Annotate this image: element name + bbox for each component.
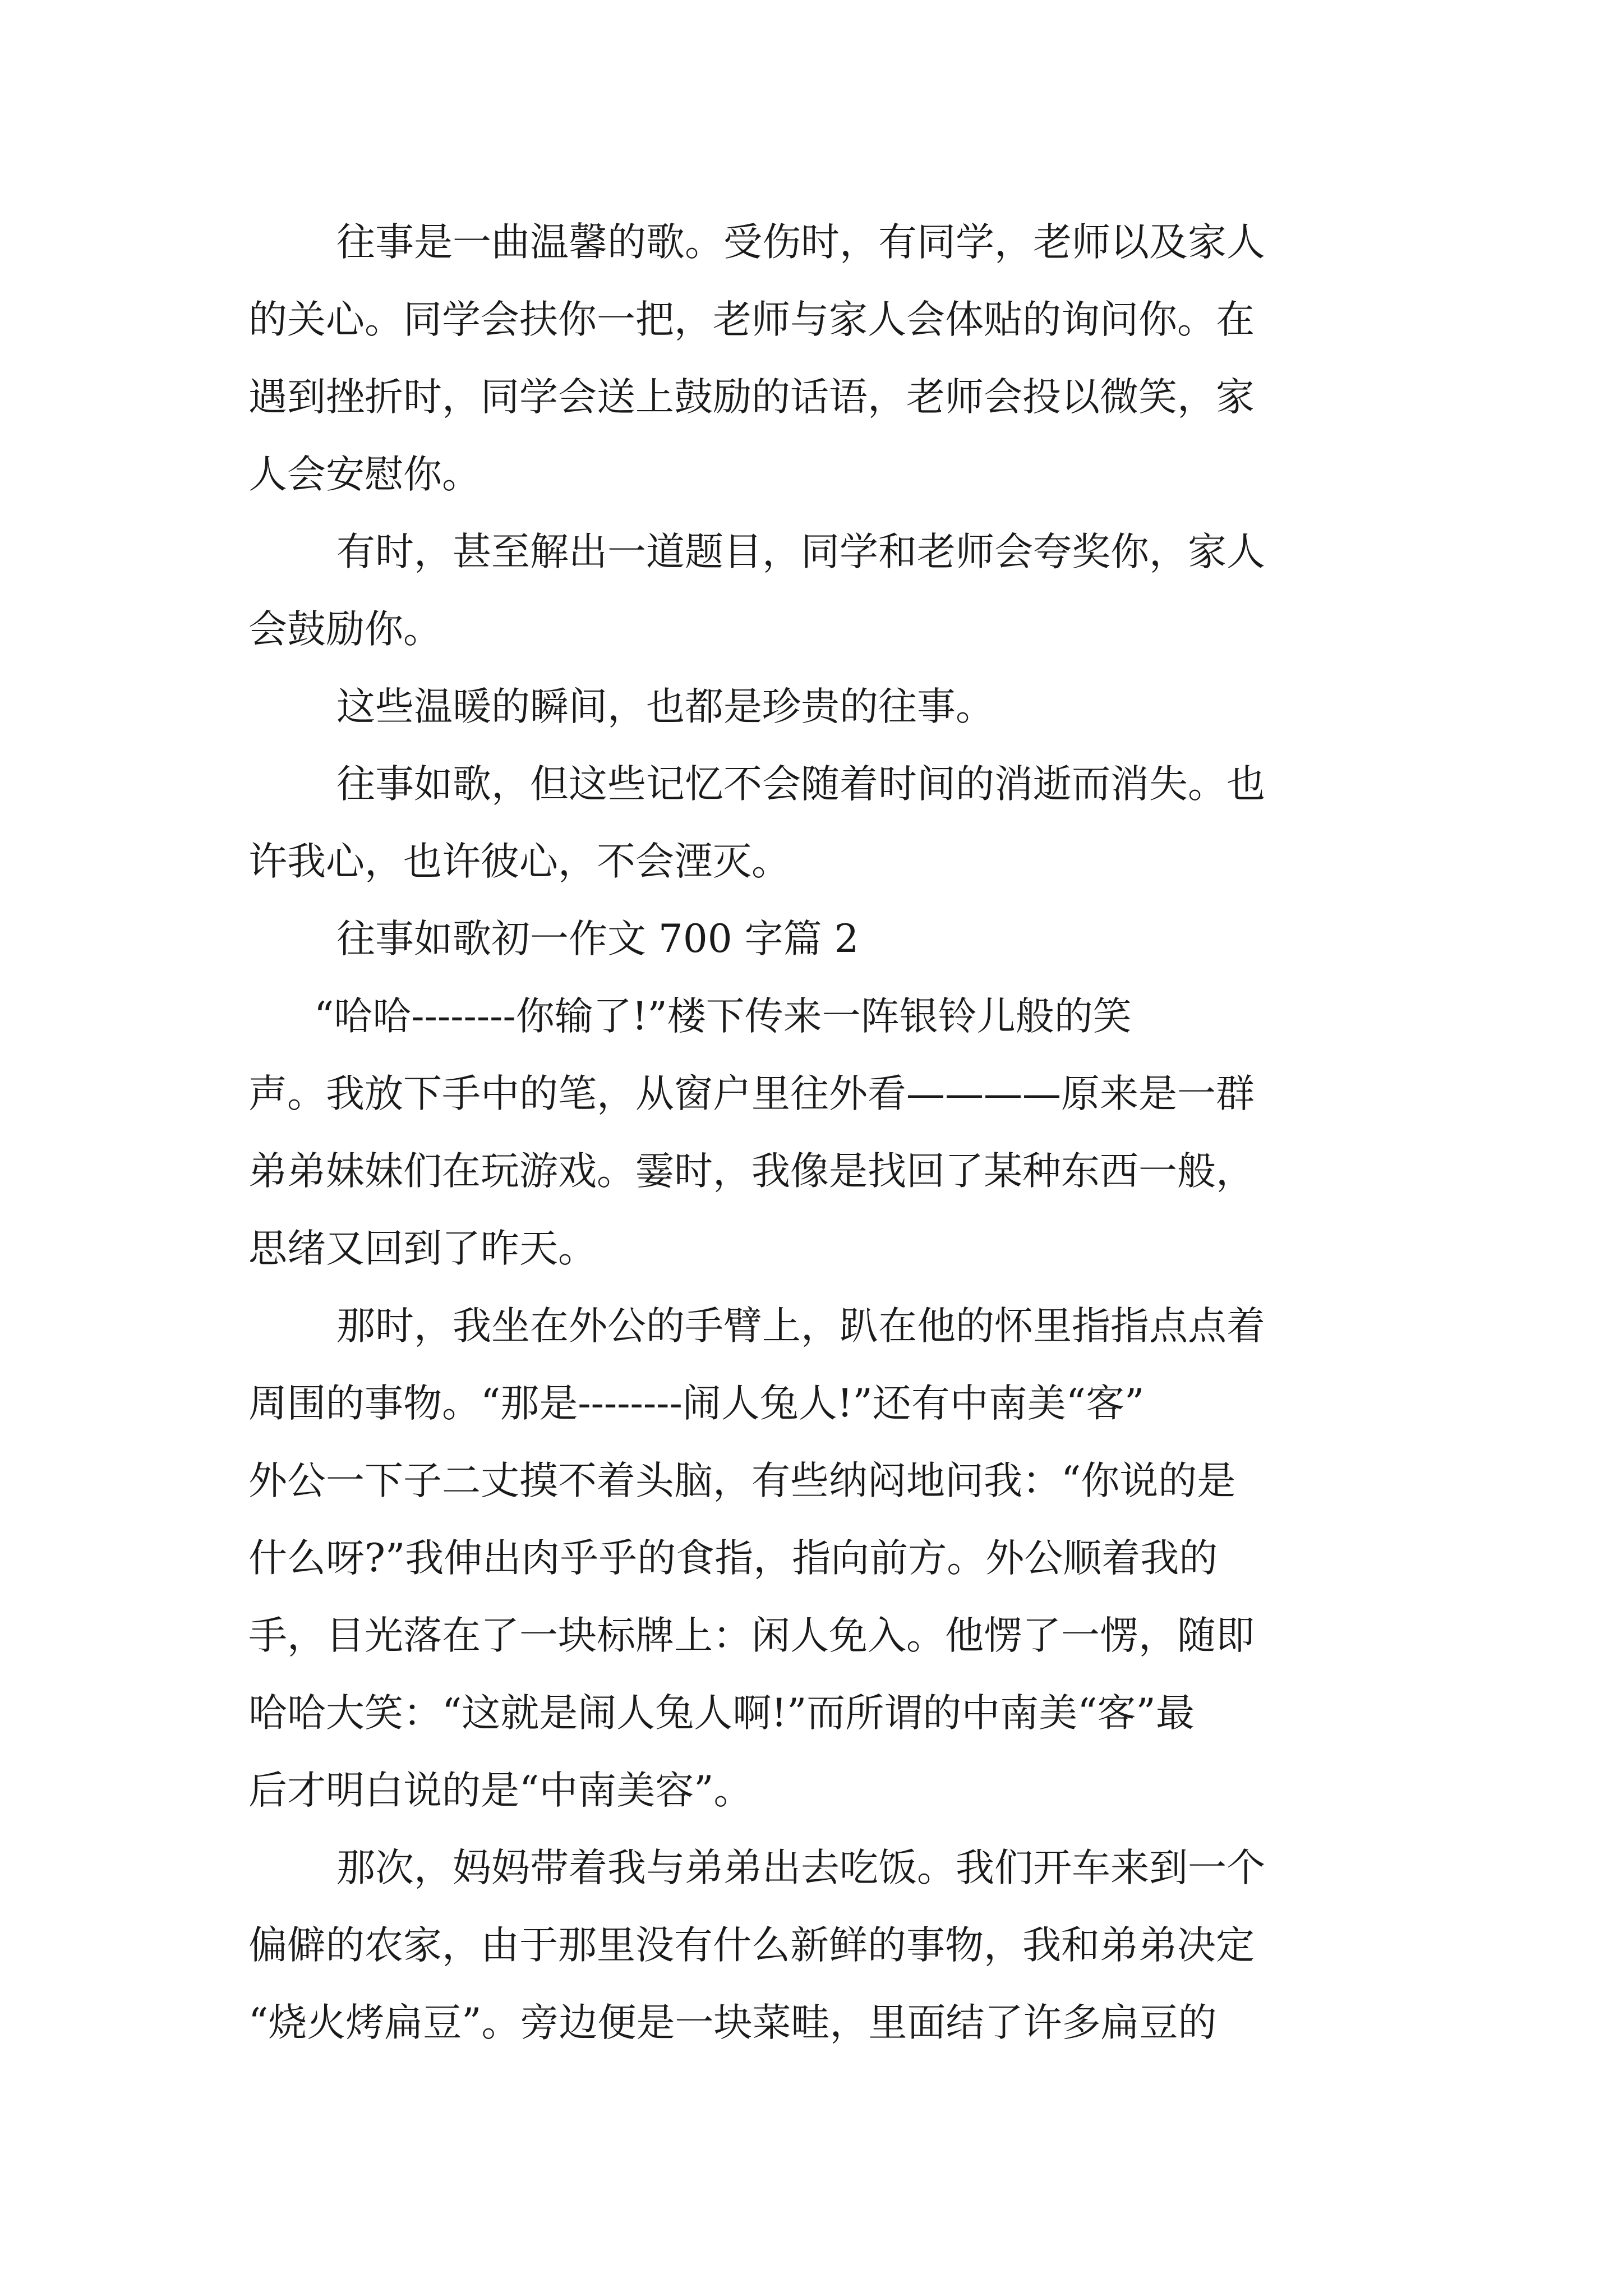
text-line: 手，目光落在了一块标牌上：闲人免入。他愣了一愣，随即 — [248, 1613, 1255, 1658]
text-line: 的关心。同学会扶你一把，老师与家人会体贴的询问你。在 — [248, 297, 1255, 342]
text-line: 后才明白说的是“中南美容”。 — [248, 1768, 753, 1813]
text-line: 会鼓励你。 — [248, 607, 442, 652]
text-line: 什么呀?”我伸出肉乎乎的食指，指向前方。外公顺着我的 — [248, 1536, 1218, 1581]
text-line: 那时，我坐在外公的手臂上，趴在他的怀里指指点点着 — [336, 1304, 1265, 1349]
text-line: 声。我放下手中的笔，从窗户里往外看————原来是一群 — [248, 1071, 1255, 1116]
text-line: 偏僻的农家，由于那里没有什么新鲜的事物，我和弟弟决定 — [248, 1923, 1255, 1968]
section-heading: 往事如歌初一作文 700 字篇 2 — [336, 917, 859, 961]
text-line: 弟弟妹妹们在玩游戏。霎时，我像是找回了某种东西一般， — [248, 1149, 1255, 1194]
text-line: 有时，甚至解出一道题目，同学和老师会夸奖你，家人 — [336, 530, 1265, 574]
text-line: 周围的事物。“那是--------闹人兔人!”还有中南美“客” — [248, 1381, 1145, 1426]
text-line: 往事是一曲温馨的歌。受伤时，有同学，老师以及家人 — [336, 220, 1265, 265]
text-line: “烧火烤扁豆”。旁边便是一块菜畦，里面结了许多扁豆的 — [248, 2000, 1217, 2045]
text-line: 人会安慰你。 — [248, 452, 481, 497]
text-line: 外公一下子二丈摸不着头脑，有些纳闷地问我：“你说的是 — [248, 1458, 1236, 1503]
text-line: 那次，妈妈带着我与弟弟出去吃饭。我们开车来到一个 — [336, 1846, 1265, 1890]
text-line: “哈哈--------你输了!”楼下传来一阵银铃儿般的笑 — [314, 994, 1132, 1039]
text-line: 许我心，也许彼心，不会湮灭。 — [248, 839, 790, 884]
text-line: 这些温暖的瞬间，也都是珍贵的往事。 — [336, 684, 994, 729]
text-line: 遇到挫折时，同学会送上鼓励的话语，老师会投以微笑，家 — [248, 375, 1255, 420]
text-line: 思绪又回到了昨天。 — [248, 1226, 597, 1271]
text-line: 往事如歌，但这些记忆不会随着时间的消逝而消失。也 — [336, 762, 1265, 807]
text-line: 哈哈大笑：“这就是闹人兔人啊!”而所谓的中南美“客”最 — [248, 1691, 1195, 1736]
